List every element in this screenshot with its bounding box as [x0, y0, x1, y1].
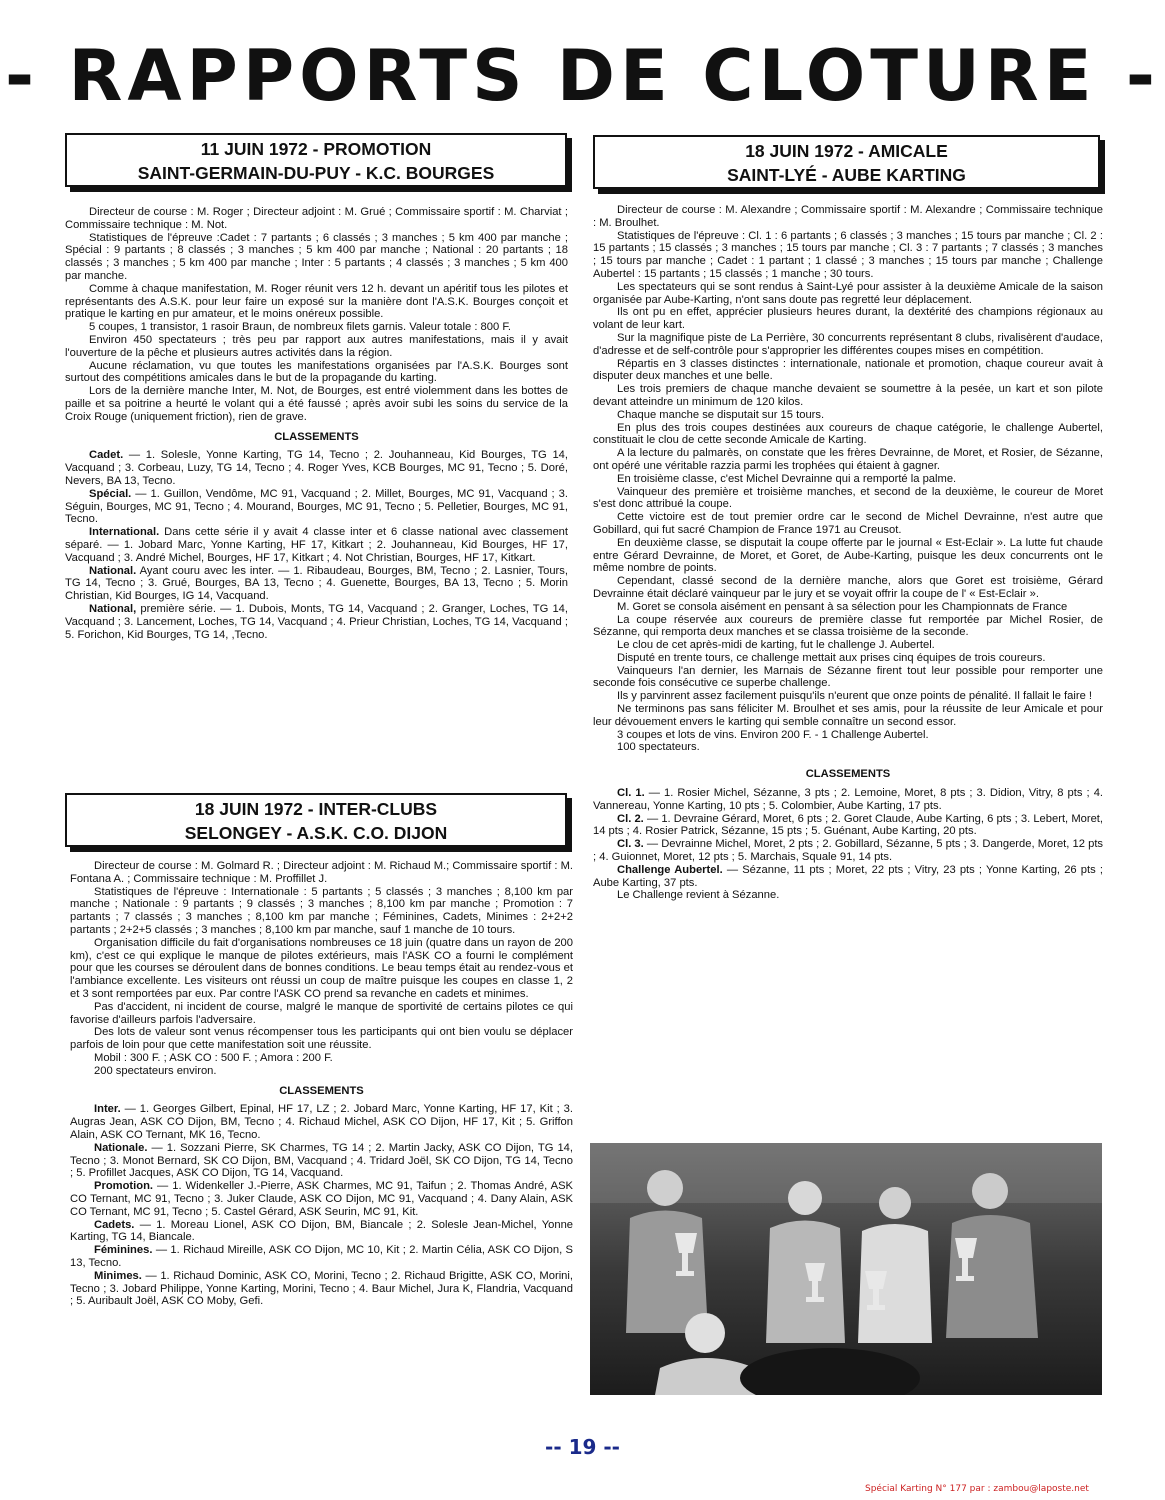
inter-result — [70, 1219, 573, 1245]
amicale-heading-line1: 18 JUIN 1972 - AMICALE — [745, 141, 948, 161]
inter-paragraph: Mobil : 300 F. ; ASK CO : 500 F. ; Amora : 200 F. — [94, 1051, 333, 1064]
inter-classements-title: CLASSEMENTS — [279, 1084, 364, 1097]
amicale-paragraph: Directeur de course : M. Alexandre ; Commissaire sportif : M. Alexandre ; Commissaire technique : M. Broulhet. — [593, 204, 1103, 229]
promo-article — [65, 206, 568, 641]
amicale-paragraph: A la lecture du palmarès, on constate que les frères Devrainne, de Moret, et Rosier, de Sézanne, ont opéré une véritable razzia parmi les trophées qui étaient à gagner. — [593, 447, 1103, 472]
result-text: — 1. Guillon, Vendôme, MC 91, Vacquand ; 2. Millet, Bourges, MC 91, Vacquand ; 3. Séguin, Bourges, MC 91, Tecno ; 4. Mourand, Bourges, MC 91, Tecno ; 5. Pelletier, Bourges, MC 91, Tecno. — [65, 487, 568, 526]
amicale-result — [593, 838, 1103, 864]
promo-paragraph: Environ 450 spectateurs ; très peu par rapport aux autres manifestations, mais il y avait l'ouverture de la pêche et plusieurs autres activités dans la région. — [65, 333, 568, 359]
page-banner: - RAPPORTS DE CLOTURE - — [5, 35, 1160, 117]
result-category: Minimes. — [94, 1269, 142, 1282]
amicale-paragraph: La coupe réservée aux coureurs de première classe fut remportée par Michel Rosier, de Sézanne, qui remporta deux manches et se classa troisième de la seconde. — [593, 613, 1103, 639]
inter-heading-line2: SELONGEY - A.S.K. C.O. DIJON — [184, 823, 448, 843]
result-category: Spécial. — [89, 487, 132, 500]
amicale-paragraph: 3 coupes et lots de vins. Environ 200 F. - 1 Challenge Aubertel. — [617, 728, 929, 741]
inter-paragraph: Organisation difficile du fait d'organisations nombreuses ce 18 juin (quatre dans un rayon de 200 km), c'est ce qui explique le manque de pilotes extérieurs, mais l'ASK CO a fourni le complément pour que les courses se déroulent dans de bonnes conditions. Le beau temps était au rendez-vous et l'ambiance excellente. Les visiteurs ont réussi un coup de maître puisque les coupes en classe 1, 2 et 3 sont remportées par eux. Par contre l'ASK CO prend sa revanche en cadets et minimes. — [70, 936, 573, 1000]
amicale-result — [593, 864, 1103, 890]
result-category: Cl. 1. — [617, 787, 645, 800]
result-text: — 1. Rosier Michel, Sézanne, 3 pts ; 2. Lemoine, Moret, 8 pts ; 3. Didion, Vitry, 8 pts ; 4. Vannereau, Yonne Karting, 10 pts ; 5. Colombier, Aube Karting, 17 pts. — [593, 787, 1104, 812]
result-text: — 1. Richaud Mireille, ASK CO Dijon, MC 10, Kit ; 2. Martin Célia, ASK CO Dijon, S 13, Tecno. — [70, 1244, 574, 1269]
amicale-paragraph: Statistiques de l'épreuve : Cl. 1 : 6 partants ; 6 classés ; 3 manches ; 15 tours par manche ; Cl. 2 : 15 partants ; 15 classés ; 3 manches ; 15 tours par manche ; Cl. 3 : 7 partants ; 7 classés ; 3 manches ; 15 tours par manche ; Cadet : 1 partant ; 1 classé ; 3 manches ; 15 tours par manche ; Challenge Aubertel : 15 partants ; 15 classés ; 1 manche ; 30 tours. — [593, 229, 1103, 280]
result-text: — 1. Solesle, Yonne Karting, TG 14, Tecno ; 2. Jouhanneau, Kid Bourges, TG 14, Vacquand ; 3. Corbeau, Luzy, TG 14, Tecno ; 4. Roger Yves, KCB Bourges, MC 91, Tecno ; 5. Doré, Nevers, BA 13, Tecno. — [65, 449, 568, 487]
winners-photo-image — [590, 1143, 1102, 1395]
amicale-paragraph: Vainqueurs l'an dernier, les Marnais de Sézanne firent tout leur possible pour remporter une seconde fois consécutive ce superbe challenge. — [593, 664, 1103, 690]
footer-credit: Spécial Karting N° 177 par : zambou@laposte.net — [865, 1484, 1089, 1494]
amicale-paragraph: Le clou de cet après-midi de karting, fut le challenge J. Aubertel. — [617, 639, 935, 652]
inter-paragraph: Des lots de valeur sont venus récompenser tous les participants qui ont bien voulu se déplacer parfois de loin pour que cette manifestation soit une réussite. — [70, 1026, 573, 1052]
amicale-paragraph: Cependant, classé second de la dernière manche, alors que Goret est troisième, Gérard Devrainne était déclaré vainqueur par le jury et se voyait offrir la coupe de l' « Est-Eclair ». — [593, 575, 1103, 600]
result-text: — 1. Moreau Lionel, ASK CO Dijon, BM, Biancale ; 2. Solesle Jean-Michel, Yonne Karting, TG 14, Biancale. — [70, 1218, 574, 1244]
promo-heading-line2: SAINT-GERMAIN-DU-PUY - K.C. BOURGES — [137, 163, 495, 183]
amicale-classements-title: CLASSEMENTS — [805, 768, 891, 781]
inter-paragraph: Statistiques de l'épreuve : Internationale : 5 partants ; 5 classés ; 3 manches ; 8,100 km par manche ; Nationale : 9 partants ; 9 classés ; 3 manches ; 8,100 km par manche ; Promotion : 7 partants ; 7 classés ; 3 manches ; 8,100 km par manche ; Féminines, Cadets, Minimes : 2+2+2 partants ; 2+2+5 classés ; 3 manches ; 8,100 km par manche, sauf 1 manche de 10 tours. — [70, 885, 573, 936]
winners-photo — [590, 1143, 1102, 1395]
promo-paragraph: Statistiques de l'épreuve :Cadet : 7 partants ; 6 classés ; 3 manches ; 5 km 400 par manche ; Spécial : 9 partants ; 8 classés ; 3 manches ; 5 km 400 par manche ; National : 20 partants ; 18 classés ; 3 manches ; 5 km 400 par manche ; Inter : 5 partants ; 4 classés ; 3 manches ; 5 km 400 par manche. — [65, 231, 568, 282]
promo-result — [65, 526, 568, 564]
amicale-paragraph: Vainqueur des première et troisième manches, et second de la deuxième, le coureur de Moret s'est donc attribué la coupe. — [593, 485, 1103, 511]
result-category: Féminines. — [94, 1244, 153, 1257]
result-text: — Devrainne Michel, Moret, 2 pts ; 2. Gobillard, Sézanne, 5 pts ; 3. Dangerde, Moret, 12 pts ; 4. Guionnet, Moret, 12 pts ; 5. Marchais, Squale 91, 14 pts. — [593, 838, 1104, 864]
inter-paragraph: Pas d'accident, ni incident de course, malgré le manque de sportivité de certains pilotes ce qui favorise d'ailleurs parfois l'adversaire. — [70, 1000, 573, 1026]
result-category: Inter. — [94, 1103, 121, 1116]
promo-heading-box — [65, 133, 567, 187]
result-category: Cl. 3. — [617, 838, 644, 851]
amicale-paragraph: Sur la magnifique piste de La Perrière, 30 concurrents représentant 8 clubs, rivalisèrent d'audace, d'adresse et de self-contrôle pour s'approprier les différentes coupes mises en compétition. — [593, 331, 1103, 357]
result-category: Cadets. — [94, 1218, 135, 1231]
promo-paragraph: Aucune réclamation, vu que toutes les manifestations organisées par l'A.S.K. Bourges sont surtout des compétitions amicales dans le but de la propagande du karting. — [65, 359, 568, 385]
inter-result — [70, 1244, 573, 1270]
amicale-paragraph: Chaque manche se disputait sur 15 tours. — [617, 408, 825, 421]
result-category: National. — [89, 564, 137, 577]
amicale-paragraph: Disputé en trente tours, ce challenge mettait aux prises cinq équipes de trois coureurs. — [617, 651, 1046, 664]
amicale-paragraph: Répartis en 3 classes distinctes : internationale, nationale et promotion, chaque coureur avait à disputer deux manches et une belle. — [593, 357, 1103, 383]
result-text: — 1. Richaud Dominic, ASK CO, Morini, Tecno ; 2. Richaud Brigitte, ASK CO, Morini, Tecno ; 3. Jobard Philippe, Yonne Karting, Morini, Tecno ; 4. Baur Michel, Jura K, Flandria, Vacquand ; 5. Auribault Joël, ASK CO Moby, Gefi. — [70, 1269, 574, 1308]
amicale-paragraph: M. Goret se consola aisément en pensant à sa sélection pour les Championnats de France — [617, 600, 1068, 613]
promo-result — [65, 565, 568, 603]
inter-article — [70, 860, 573, 1308]
promo-paragraph: Directeur de course : M. Roger ; Directeur adjoint : M. Grué ; Commissaire sportif : M. Charviat ; Commissaire technique : M. Not. — [65, 206, 568, 231]
amicale-paragraph: 100 spectateurs. — [617, 741, 700, 754]
result-category: Cadet. — [89, 449, 124, 462]
amicale-paragraph: En troisième classe, c'est Michel Devrainne qui a remporté la palme. — [617, 472, 957, 485]
inter-paragraph: Directeur de course : M. Golmard R. ; Directeur adjoint : M. Richaud M.; Commissaire sportif : M. Fontana A. ; Commissaire technique : M. Proffillet J. — [70, 860, 573, 885]
amicale-paragraph: Cette victoire est de tout premier ordre car le second de Michel Devrainne, n'est autre que Gobillard, qui fut sacré Champion de France 1971 au Creusot. — [593, 511, 1103, 536]
inter-paragraph: 200 spectateurs environ. — [94, 1064, 217, 1077]
promo-result — [65, 449, 568, 487]
result-category: National, — [89, 602, 137, 615]
promo-result — [65, 488, 568, 526]
result-text: Ayant couru avec les inter. — 1. Ribaudeau, Bourges, BM, Tecno ; 2. Lasnier, Tours, TG 14, Tecno ; 3. Grué, Bourges, BA 13, Tecno ; 4. Guenette, Bourges, BA 13, Tecno ; 5. Morin Christian, Kid Bourges, IG 14, Vacquand. — [65, 564, 568, 603]
amicale-article — [593, 204, 1103, 902]
result-text: — 1. Georges Gilbert, Epinal, HF 17, LZ ; 2. Jobard Marc, Yonne Karting, HF 17, Kit ; 3. Augras Jean, ASK CO Dijon, BM, Tecno ; 4. Richaud Michel, ASK CO Dijon, HF 17, Kit ; 5. Griffon Alain, ASK CO Ternant, MK 16, Tecno. — [70, 1103, 573, 1141]
result-category: Challenge Aubertel. — [617, 863, 723, 876]
promo-heading-line1: 11 JUIN 1972 - PROMOTION — [200, 139, 432, 159]
promo-paragraph: Lors de la dernière manche Inter, M. Not, de Bourges, est entré violemment dans les bottes de paille et sa poitrine a heurté le volant qui a été faussé ; après avoir subi les soins du service de la Croix Rouge (uniquement friction), rien de grave. — [65, 385, 568, 423]
result-category: Nationale. — [94, 1141, 148, 1154]
promo-paragraph: 5 coupes, 1 transistor, 1 rasoir Braun, de nombreux filets garnis. Valeur totale : 800 F. — [89, 321, 512, 334]
result-text: Dans cette série il y avait 4 classe inter et 6 classe national avec classement séparé. — 1. Jobard Marc, Yonne Karting, HF 17, Kitkart ; 2. Jouhanneau, Kid Bourges, HF 17, Vacquand ; 3. André Michel, Bourges, HF 17, Kitkart ; 4. Not Christian, Bourges, HF 17, Kitkart. — [65, 526, 568, 564]
amicale-paragraph: Les spectateurs qui se sont rendus à Saint-Lyé pour assister à la deuxième Amicale de la saison organisée par Aube-Karting, n'ont sans doute pas regretté leur déplacement. — [593, 280, 1103, 306]
amicale-heading-box — [593, 135, 1100, 189]
inter-heading-line1: 18 JUIN 1972 - INTER-CLUBS — [194, 799, 438, 819]
promo-result — [65, 603, 568, 641]
result-text: — 1. Devraine Gérard, Moret, 6 pts ; 2. Goret Claude, Aube Karting, 6 pts ; 3. Lebert, Moret, 14 pts ; 4. Rosier Patrick, Sézanne, 15 pts ; 5. Guénant, Aube Karting, 20 pts. — [593, 812, 1104, 838]
result-text: — Sézanne, 11 pts ; Moret, 22 pts ; Vitry, 23 pts ; Yonne Karting, 26 pts ; Aube Karting, 37 pts. — [593, 863, 1103, 889]
amicale-paragraph: Ils ont pu en effet, apprécier plusieurs heures durant, la dextérité des champions régionaux au volant de leur kart. — [593, 306, 1103, 332]
amicale-heading-line2: SAINT-LYÉ - AUBE KARTING — [727, 165, 966, 185]
inter-result — [70, 1180, 573, 1218]
amicale-paragraph: En plus des trois coupes destinées aux coureurs de chaque catégorie, le challenge Aubertel, constituait le clou de cette seconde Amicale de Karting. — [593, 421, 1103, 447]
amicale-paragraph: En deuxième classe, se disputait la coupe offerte par le journal « Est-Eclair ». La lutte fut chaude entre Gérard Devrainne, de Moret, et Goret, de Aube-Karting, puisque les deux concurrents ont le même nombre de points. — [593, 536, 1103, 575]
amicale-paragraph: Ne terminons pas sans féliciter M. Broulhet et ses amis, pour la réussite de leur Amicale et pour leur dévouement envers le karting qui semble connaître un second essor. — [593, 703, 1103, 728]
promo-classements-title: CLASSEMENTS — [274, 430, 359, 443]
amicale-paragraph: Ils y parvinrent assez facilement puisqu'ils n'eurent que onze points de pénalité. Il fallait le faire ! — [617, 690, 1093, 703]
inter-result — [70, 1103, 573, 1141]
result-text: première série. — 1. Dubois, Monts, TG 14, Vacquand ; 2. Granger, Loches, TG 14, Vacquand ; 3. Lancement, Loches, TG 14, Vacquand ; 4. Prieur Christian, Loches, TG 14, Vacquand ; 5. Forichon, Kid Bourges, TG 14, ,Tecno. — [65, 602, 568, 641]
result-category: International. — [89, 526, 160, 539]
inter-result — [70, 1270, 573, 1308]
result-text: — 1. Widenkeller J.-Pierre, ASK Charmes, MC 91, Taifun ; 2. Thomas André, ASK CO Ternant, MC 91, Tecno ; 3. Juker Claude, ASK CO Dijon, MC 91, Vacquand ; 4. Dany Alain, ASK CO Ternant, MC 91, Tecno ; 5. Castel Gérard, ASK Seurin, MC 91, Kit. — [70, 1180, 573, 1218]
result-text: — 1. Sozzani Pierre, SK Charmes, TG 14 ; 2. Martin Jacky, ASK CO Dijon, TG 14, Tecno ; 3. Monot Bernard, SK CO Dijon, BM, Vacquand ; 4. Tridard Joël, SK CO Dijon, TG 14, Tecno ; 5. Profillet Jacques, ASK CO Dijon, TG 14, Vacquand. — [70, 1141, 573, 1180]
inter-result — [70, 1142, 573, 1180]
amicale-result — [593, 787, 1103, 813]
promo-paragraph: Comme à chaque manifestation, M. Roger réunit vers 12 h. devant un apéritif tous les pilotes et représentants des A.S.K. pour leur faire un exposé sur la manière dont l'A.S.K. Bourges conçoit et pratique le karting en pur amateur, et le moins onéreux possible. — [65, 282, 568, 321]
inter-heading-box — [65, 793, 567, 847]
result-category: Cl. 2. — [617, 812, 644, 825]
amicale-result — [593, 813, 1103, 839]
amicale-paragraph: Les trois premiers de chaque manche devaient se soumettre à la pesée, un kart et son pilote devant atteindre un minimum de 120 kilos. — [593, 383, 1103, 408]
result-category: Promotion. — [94, 1180, 154, 1193]
amicale-closing: Le Challenge revient à Sézanne. — [617, 889, 780, 902]
page-number: -- 19 -- — [545, 1435, 620, 1459]
